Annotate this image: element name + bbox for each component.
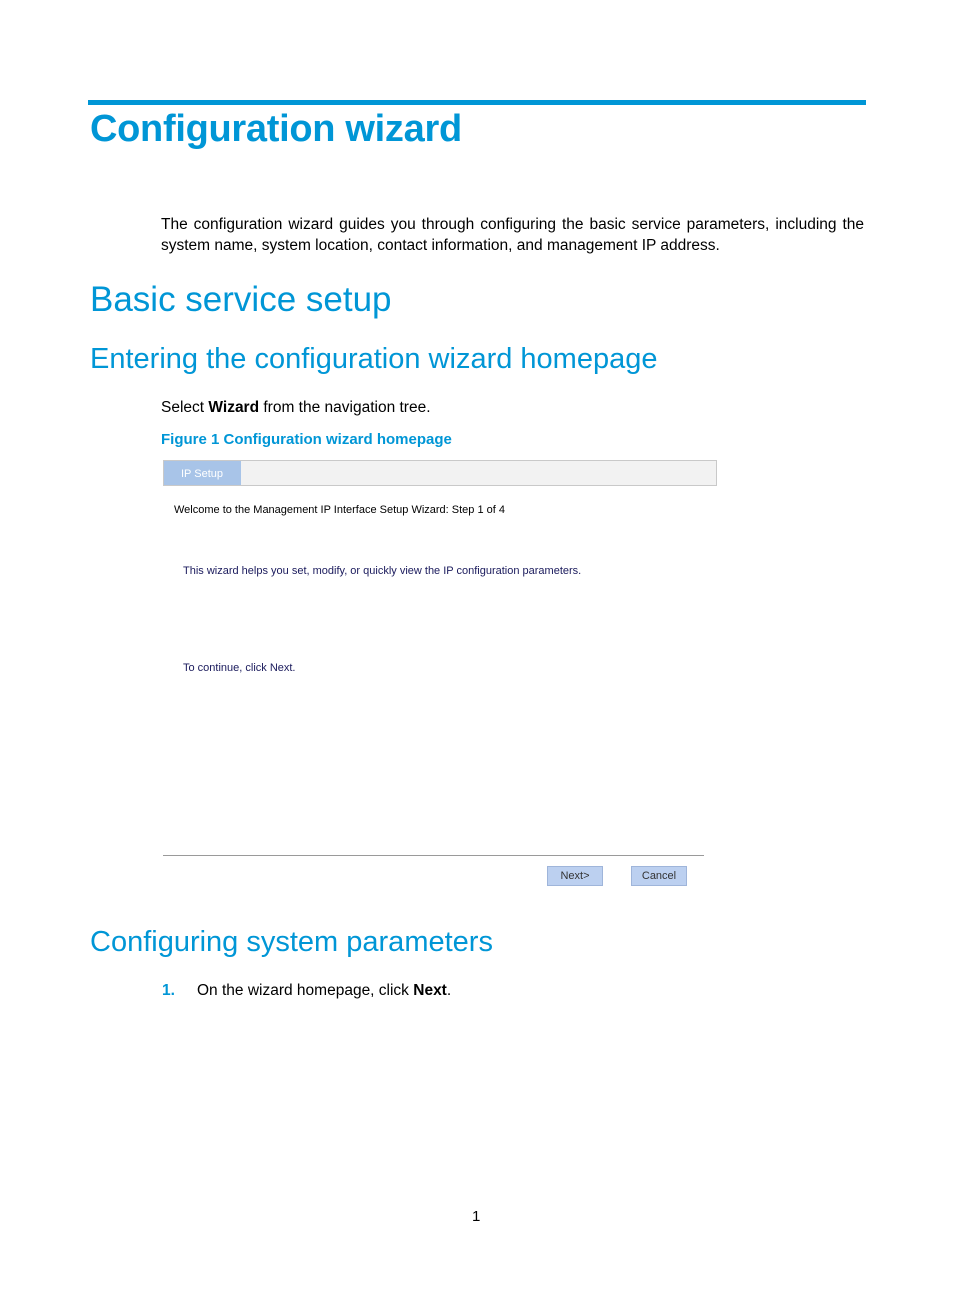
step-item	[162, 982, 451, 1000]
para-text-bold: Wizard	[208, 399, 260, 416]
step-text-bold: Next	[413, 982, 447, 999]
intro-paragraph: The configuration wizard guides you through configuring the basic service parameters, including the system name, system location, contact information, and management IP address.	[161, 216, 864, 254]
section-title-basic-service-setup: Basic service setup	[90, 280, 392, 319]
figure-continue-text: To continue, click Next.	[183, 662, 296, 674]
subsection-title-entering-wizard: Entering the configuration wizard homepage	[90, 343, 658, 375]
step-number: 1.	[162, 982, 175, 999]
figure-divider	[163, 855, 704, 856]
figure-welcome-text: Welcome to the Management IP Interface Setup Wizard: Step 1 of 4	[174, 504, 505, 516]
page-number: 1	[472, 1208, 481, 1225]
chapter-title: Configuration wizard	[90, 108, 462, 150]
para-text-post: from the navigation tree.	[259, 399, 431, 416]
figure-help-text: This wizard helps you set, modify, or quickly view the IP configuration parameters.	[183, 565, 582, 577]
figure-tab-bar	[163, 460, 717, 486]
step-text-post: .	[446, 982, 452, 999]
cancel-button[interactable]: Cancel	[631, 866, 687, 886]
step-text-pre: On the wizard homepage, click	[197, 982, 414, 999]
para-text-pre: Select	[161, 399, 209, 416]
select-wizard-paragraph	[161, 399, 431, 417]
tab-ip-setup[interactable]: IP Setup	[164, 461, 241, 485]
figure-caption: Figure 1 Configuration wizard homepage	[161, 431, 452, 448]
chapter-top-rule	[88, 100, 866, 105]
next-button[interactable]: Next>	[547, 866, 603, 886]
subsection-title-configuring-system: Configuring system parameters	[90, 926, 493, 958]
